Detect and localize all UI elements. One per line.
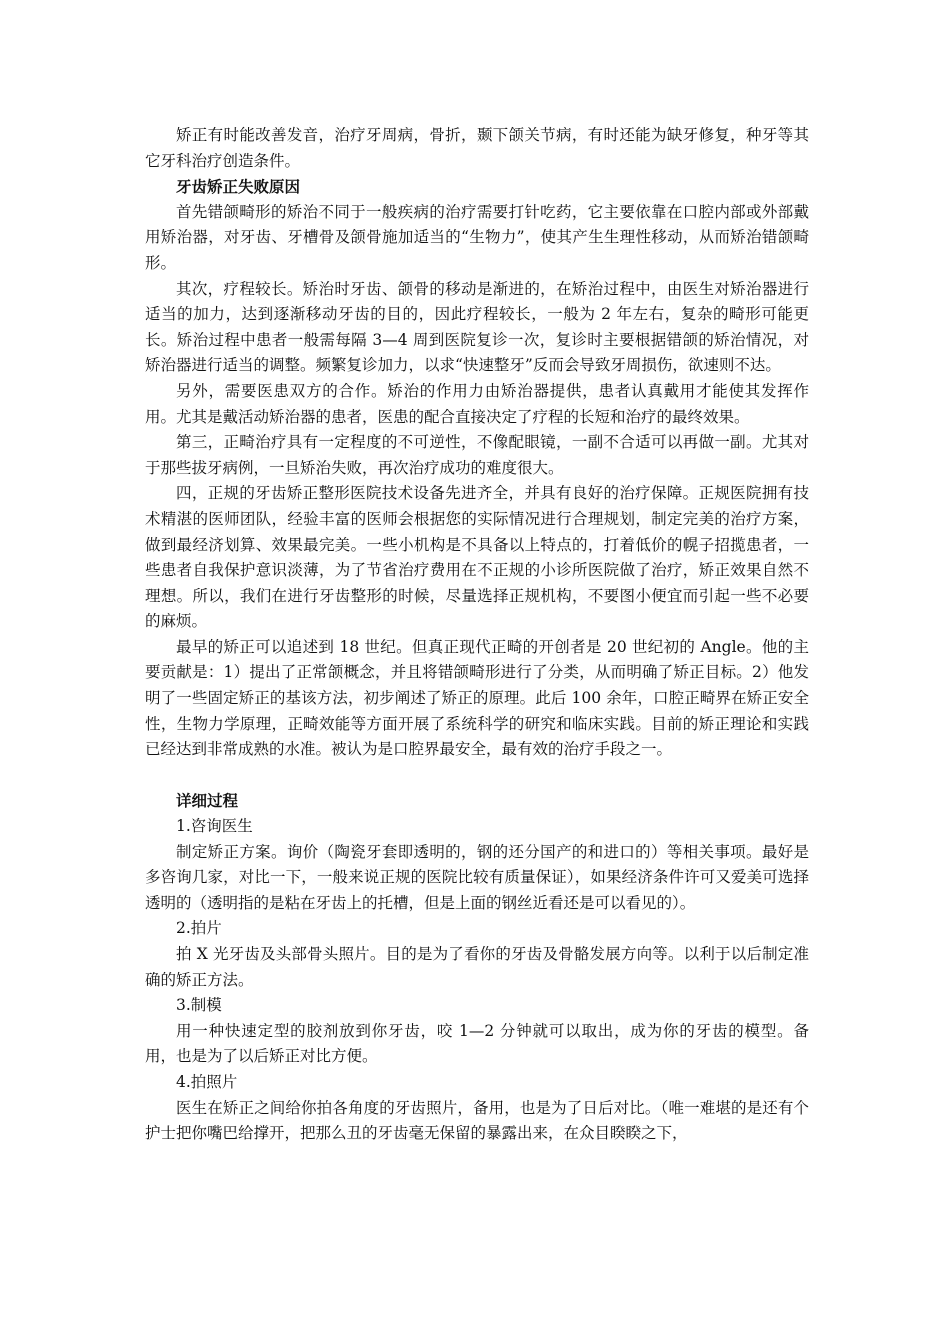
step-title-mold: 3.制模 <box>176 996 222 1015</box>
paragraph-cooperation: 另外，需要医患双方的合作。矫治的作用力由矫治器提供，患者认真戴用才能使其发挥作用。尤其是戴活动矫治器的患者，医患的配合直接决定了疗程的长短和治疗的最终效果。 <box>145 381 809 426</box>
step-body-photo: 医生在矫正之间给你拍各角度的牙齿照片，备用，也是为了日后对比。（唯一难堪的是还有个护士把你嘴巴给撑开，把那么丑的牙齿毫无保留的暴露出来，在众目睽睽之下， <box>145 1098 809 1143</box>
paragraph-fourth-reason: 四，正规的牙齿矫正整形医院技术设备先进齐全，并具有良好的治疗保障。正规医院拥有技术精湛的医师团队，经验丰富的医师会根据您的实际情况进行合理规划，制定完美的治疗方案，做到最经济划算、效果最完美。一些小机构是不具备以上特点的，打着低价的幌子招揽患者，一些患者自我保护意识淡薄，为了节省治疗费用在不正规的小诊所医院做了治疗，矫正效果自然不理想。所以，我们在进行牙齿整形的时候，尽量选择正规机构，不要图小便宜而引起一些不必要的麻烦。 <box>145 484 809 631</box>
step-title-consult: 1.咨询医生 <box>176 817 253 836</box>
paragraph-second-reason: 其次，疗程较长。矫治时牙齿、颌骨的移动是渐进的，在矫治过程中，由医生对矫治器进行适当的加力，达到逐渐移动牙齿的目的，因此疗程较长，一般为 2 年左右，复杂的畸形可能更长。矫治过程中患者一般需每隔 3—4 周到医院复诊一次，复诊时主要根据错颌的矫治情况，对矫治器进行适当的调整。频繁复诊加力，以求“快速整牙”反而会导致牙周损伤，欲速则不达。 <box>145 279 809 375</box>
step-title-photo: 4.拍照片 <box>176 1072 238 1091</box>
paragraph-history: 最早的矫正可以追述到 18 世纪。但真正现代正畸的开创者是 20 世纪初的 Angle。他的主要贡献是：1）提出了正常颌概念，并且将错颌畸形进行了分类，从而明确了矫正目标。2）他发明了一些固定矫正的基该方法，初步阐述了矫正的原理。此后 100 余年，口腔正畸界在矫正安全性，生物力学原理，正畸效能等方面开展了系统科学的研究和临床实践。目前的矫正理论和实践已经达到非常成熟的水准。被认为是口腔界最安全，最有效的治疗手段之一。 <box>145 637 809 759</box>
heading-detailed-process: 详细过程 <box>176 791 239 811</box>
blank-line <box>145 763 809 789</box>
step-title-xray: 2.拍片 <box>176 919 222 938</box>
document-page <box>145 123 809 1147</box>
step-body-mold: 用一种快速定型的胶剂放到你牙齿，咬 1—2 分钟就可以取出，成为你的牙齿的模型。备用，也是为了以后矫正对比方便。 <box>145 1021 809 1066</box>
paragraph-third-reason: 第三，正畸治疗具有一定程度的不可逆性，不像配眼镜，一副不合适可以再做一副。尤其对于那些拔牙病例，一旦矫治失败，再次治疗成功的难度很大。 <box>145 433 809 477</box>
heading-failure-reasons: 牙齿矫正失败原因 <box>176 177 301 197</box>
step-body-consult: 制定矫正方案。询价（陶瓷牙套即透明的，钢的还分国产的和进口的）等相关事项。最好是多咨询几家，对比一下，一般来说正规的医院比较有质量保证），如果经济条件许可又爱美可选择透明的（透明指的是粘在牙齿上的托槽，但是上面的钢丝近看还是可以看见的）。 <box>145 842 809 912</box>
paragraph-first-reason: 首先错颌畸形的矫治不同于一般疾病的治疗需要打针吃药，它主要依靠在口腔内部或外部戴用矫治器，对牙齿、牙槽骨及颌骨施加适当的“生物力”，使其产生生理性移动，从而矫治错颌畸形。 <box>145 202 809 272</box>
step-body-xray: 拍 X 光牙齿及头部骨头照片。目的是为了看你的牙齿及骨骼发展方向等。以利于以后制定准确的矫正方法。 <box>145 945 809 989</box>
paragraph-intro: 矫正有时能改善发音，治疗牙周病，骨折，颞下颌关节病，有时还能为缺牙修复，种牙等其它牙科治疗创造条件。 <box>145 126 809 170</box>
